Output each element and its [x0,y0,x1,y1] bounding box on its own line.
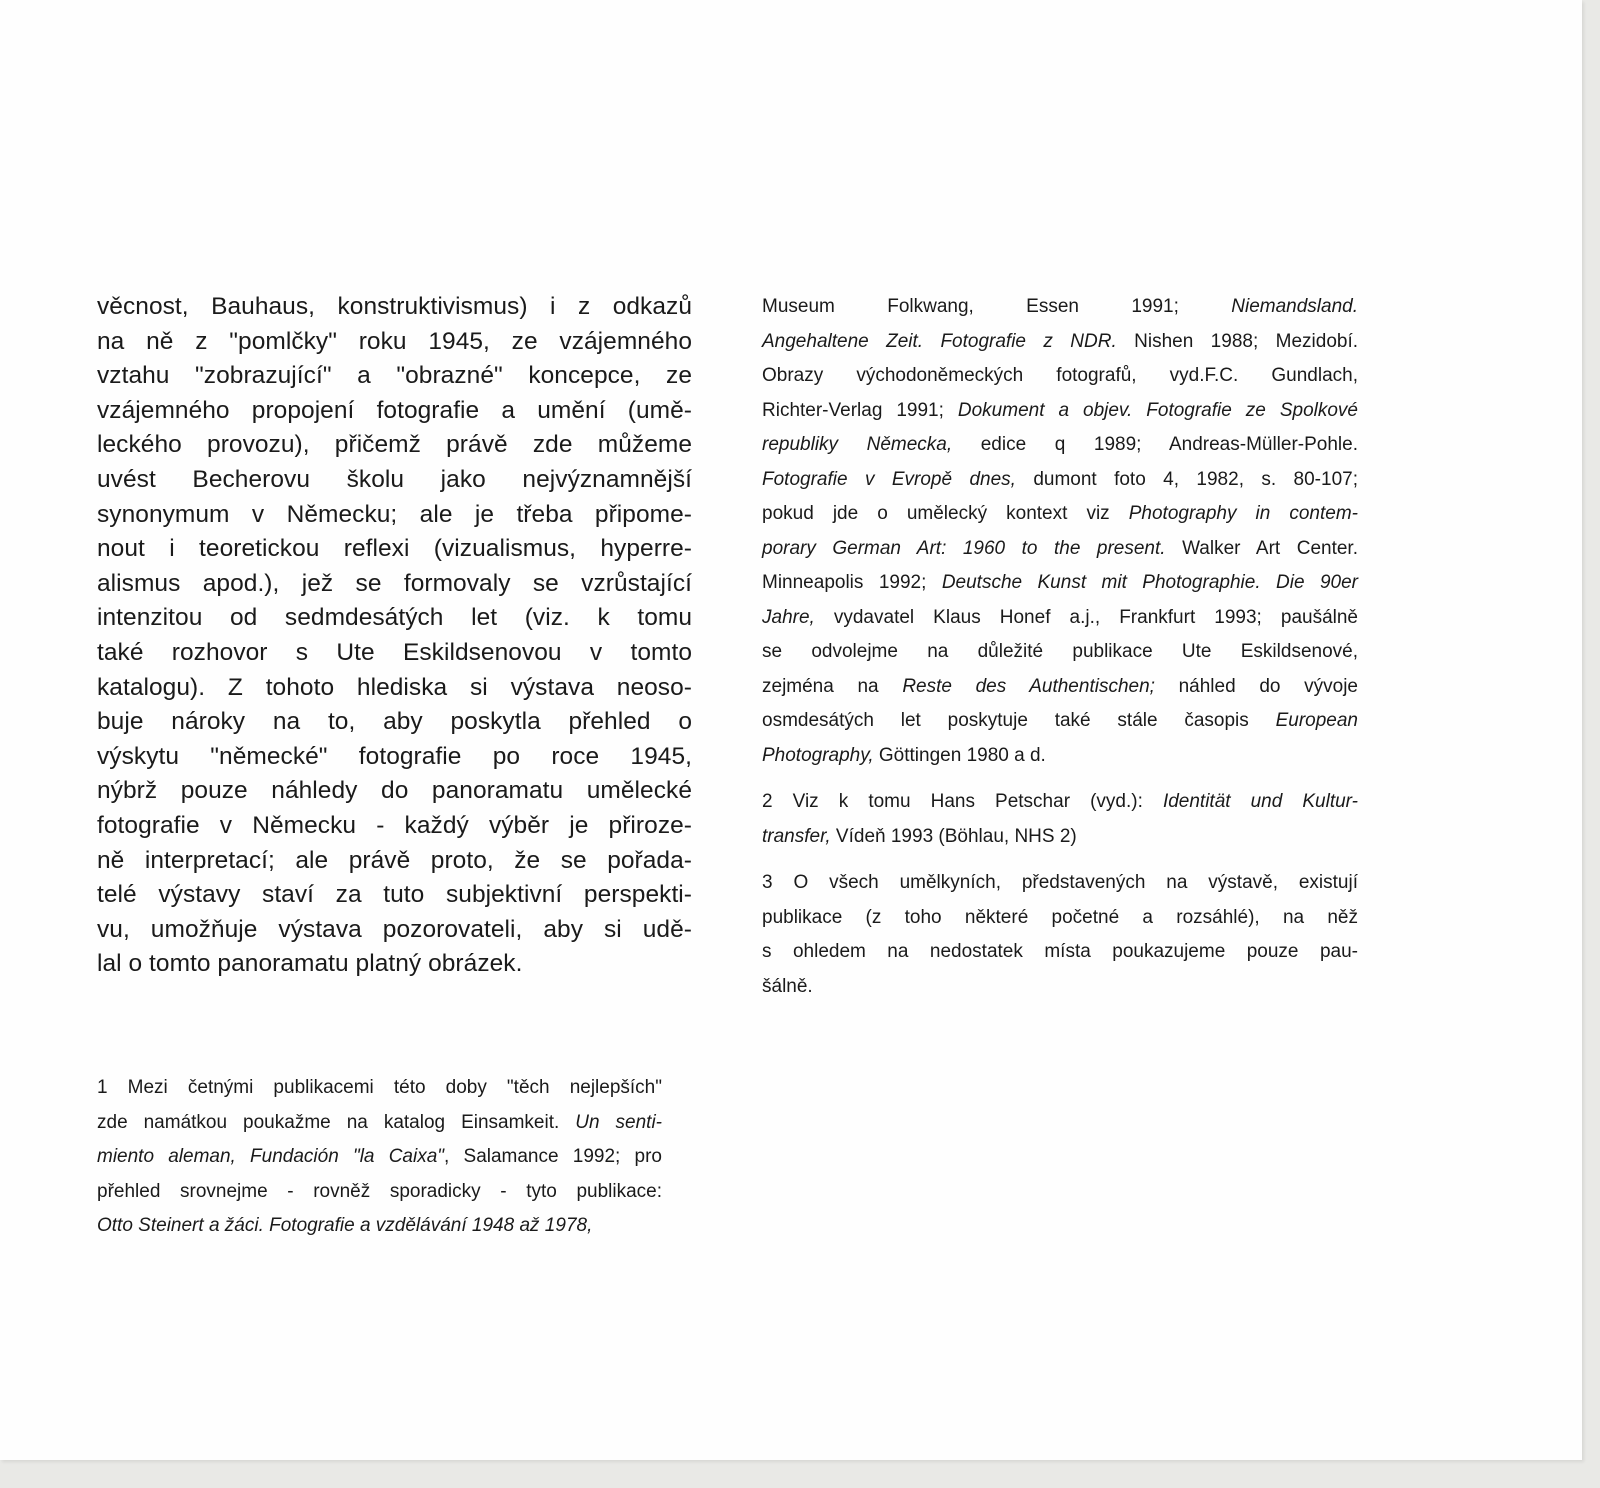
italic-title: Reste des Authentischen; [902,675,1155,697]
footnote-line [97,1175,662,1210]
footnote-line [762,704,1358,739]
footnote-text: Walker Art Center. [1165,537,1358,559]
footnote-line [762,601,1358,636]
text-line: věcnost, Bauhaus, konstruktivismus) i z odkazů [97,293,692,320]
footnote-text: publikace (z toho některé početné a rozsáhlé), na něž [762,906,1358,928]
text-line: leckého provozu), přičemž právě zde můžeme [97,431,692,459]
italic-title: Angehaltene Zeit. Fotografie z NDR. [762,330,1117,352]
italic-title: Otto Steinert a žáci. Fotografie a vzdělávání 1948 až 1978, [97,1215,593,1236]
footnote-line [97,1209,662,1244]
footnote-line [762,566,1358,601]
footnote-line [762,290,1358,325]
footnote-line [762,785,1358,820]
text-line: uvést Becherovu školu jako nejvýznamnější [97,465,692,493]
footnote-text: Museum Folkwang, Essen 1991; [762,296,1232,317]
text-line: nýbrž pouze náhledy do panoramatu umělecké [97,777,692,805]
footnote-line [762,325,1358,360]
footnote-text: zejména na [762,675,903,697]
footnote-text: Nishen 1988; Mezidobí. [1116,330,1359,352]
footnote-text: se odvolejme na důležité publikace Ute Eskildsenové, [762,641,1358,662]
footnote-text: šálně. [762,975,813,997]
footnote-line [762,532,1358,567]
text-line: lal o tomto panoramatu platný obrázek. [97,950,523,978]
footnote-line [762,670,1358,705]
footnote-text: Göttingen 1980 a d. [873,744,1046,766]
footnote-line [762,820,1358,855]
footnote-line [97,1140,662,1175]
footnote-text: Richter-Verlag 1991; [762,399,958,421]
main-text-column [97,290,692,982]
italic-title: European [1275,710,1358,731]
text-line: nout i teoretickou reflexi (vizualismus, hyperre- [97,535,692,563]
footnote-text: Vídeň 1993 (Böhlau, NHS 2) [830,825,1077,847]
footnote-line [762,739,1358,774]
footnote-line [762,866,1358,901]
text-line: synonymum v Německu; ale je třeba připome- [97,500,692,528]
footnote-text: s ohledem na nedostatek místa poukazujeme pouze pau- [762,941,1358,962]
footnote-text: pokud jde o umělecký kontext viz [762,503,1129,524]
text-line: katalogu). Z tohoto hlediska si výstava neoso- [97,673,692,701]
italic-title: transfer, [762,825,831,847]
footnote-line [762,428,1358,463]
footnote-1-continued [762,290,1358,773]
italic-title: porary German Art: 1960 to the present. [762,537,1166,559]
footnote-line [762,497,1358,532]
italic-title: republiky Německa, [762,434,953,455]
footnote-text: 2 Viz k tomu Hans Petschar (vyd.): [762,791,1163,812]
footnote-text: Minneapolis 1992; [762,572,942,593]
text-line: vzájemného propojení fotografie a umění (umě- [97,396,692,424]
italic-title: Fotografie v Evropě dnes, [762,468,1016,490]
footnote-3 [762,866,1358,1004]
footnote-line [762,901,1358,936]
footnote-text: 1 Mezi četnými publikacemi této doby "těch nejlepších" [97,1077,662,1098]
footnote-2 [762,785,1358,854]
text-line: intenzitou od sedmdesátých let (viz. k tomu [97,604,692,632]
text-line: buje nároky na to, aby poskytla přehled o [97,708,692,736]
footnote-text: dumont foto 4, 1982, s. 80-107; [1015,468,1358,490]
italic-title: Jahre, [762,606,815,628]
italic-title: miento aleman, Fundación "la Caixa" [97,1146,445,1167]
italic-title: Dokument a objev. Fotografie ze Spolkové [957,399,1358,421]
text-line: na ně z "pomlčky" roku 1945, ze vzájemného [97,327,692,355]
footnote-text: osmdesátých let poskytuje také stále časopis [762,710,1276,731]
footnote-text: přehled srovnejme - rovněž sporadicky - tyto publikace: [97,1180,662,1202]
text-line: telé výstavy staví za tuto subjektivní perspekti- [97,881,692,909]
footnotes-right-column [762,290,1358,1016]
italic-title: Niemandsland. [1231,296,1358,317]
text-line: fotografie v Německu - každý výběr je přiroze- [97,811,692,839]
footnote-line [97,1071,662,1106]
footnote-line [762,359,1358,394]
footnote-1 [97,1071,662,1244]
text-line: výskytu "německé" fotografie po roce 1945, [97,742,692,770]
footnote-line [762,970,1358,1005]
text-line: ně interpretací; ale právě proto, že se pořada- [97,846,692,874]
italic-title: Un senti- [575,1111,663,1133]
footnote-text: náhled do vývoje [1154,675,1358,697]
italic-title: Photography in contem- [1128,503,1359,524]
text-line: vztahu "zobrazující" a "obrazné" koncepce, ze [97,362,692,390]
text-line: alismus apod.), jež se formovaly se vzrůstající [97,569,692,597]
italic-title: Identität und Kultur- [1162,791,1358,812]
footnote-line [762,635,1358,670]
footnote-text: Obrazy východoněmeckých fotografů, vyd.F.C. Gundlach, [762,365,1358,386]
footnote-line [762,394,1358,429]
footnote-text: , Salamance 1992; pro [444,1146,662,1167]
footnote-line [762,463,1358,498]
italic-title: Photography, [762,744,874,766]
footnote-text: 3 O všech umělkyních, představených na výstavě, existují [762,872,1358,893]
footnote-line [762,935,1358,970]
main-text-paragraph [97,290,692,982]
footnote-text: vydavatel Klaus Honef a.j., Frankfurt 1993; paušálně [814,606,1358,628]
footnote-text: edice q 1989; Andreas-Müller-Pohle. [952,434,1358,455]
footnote-text: zde namátkou poukažme na katalog Einsamkeit. [97,1111,576,1133]
text-line: také rozhovor s Ute Eskildsenovou v tomto [97,638,692,666]
text-line: vu, umožňuje výstava pozorovateli, aby si udě- [97,915,692,943]
footnote-line [97,1106,662,1141]
italic-title: Deutsche Kunst mit Photographie. Die 90er [941,572,1358,593]
